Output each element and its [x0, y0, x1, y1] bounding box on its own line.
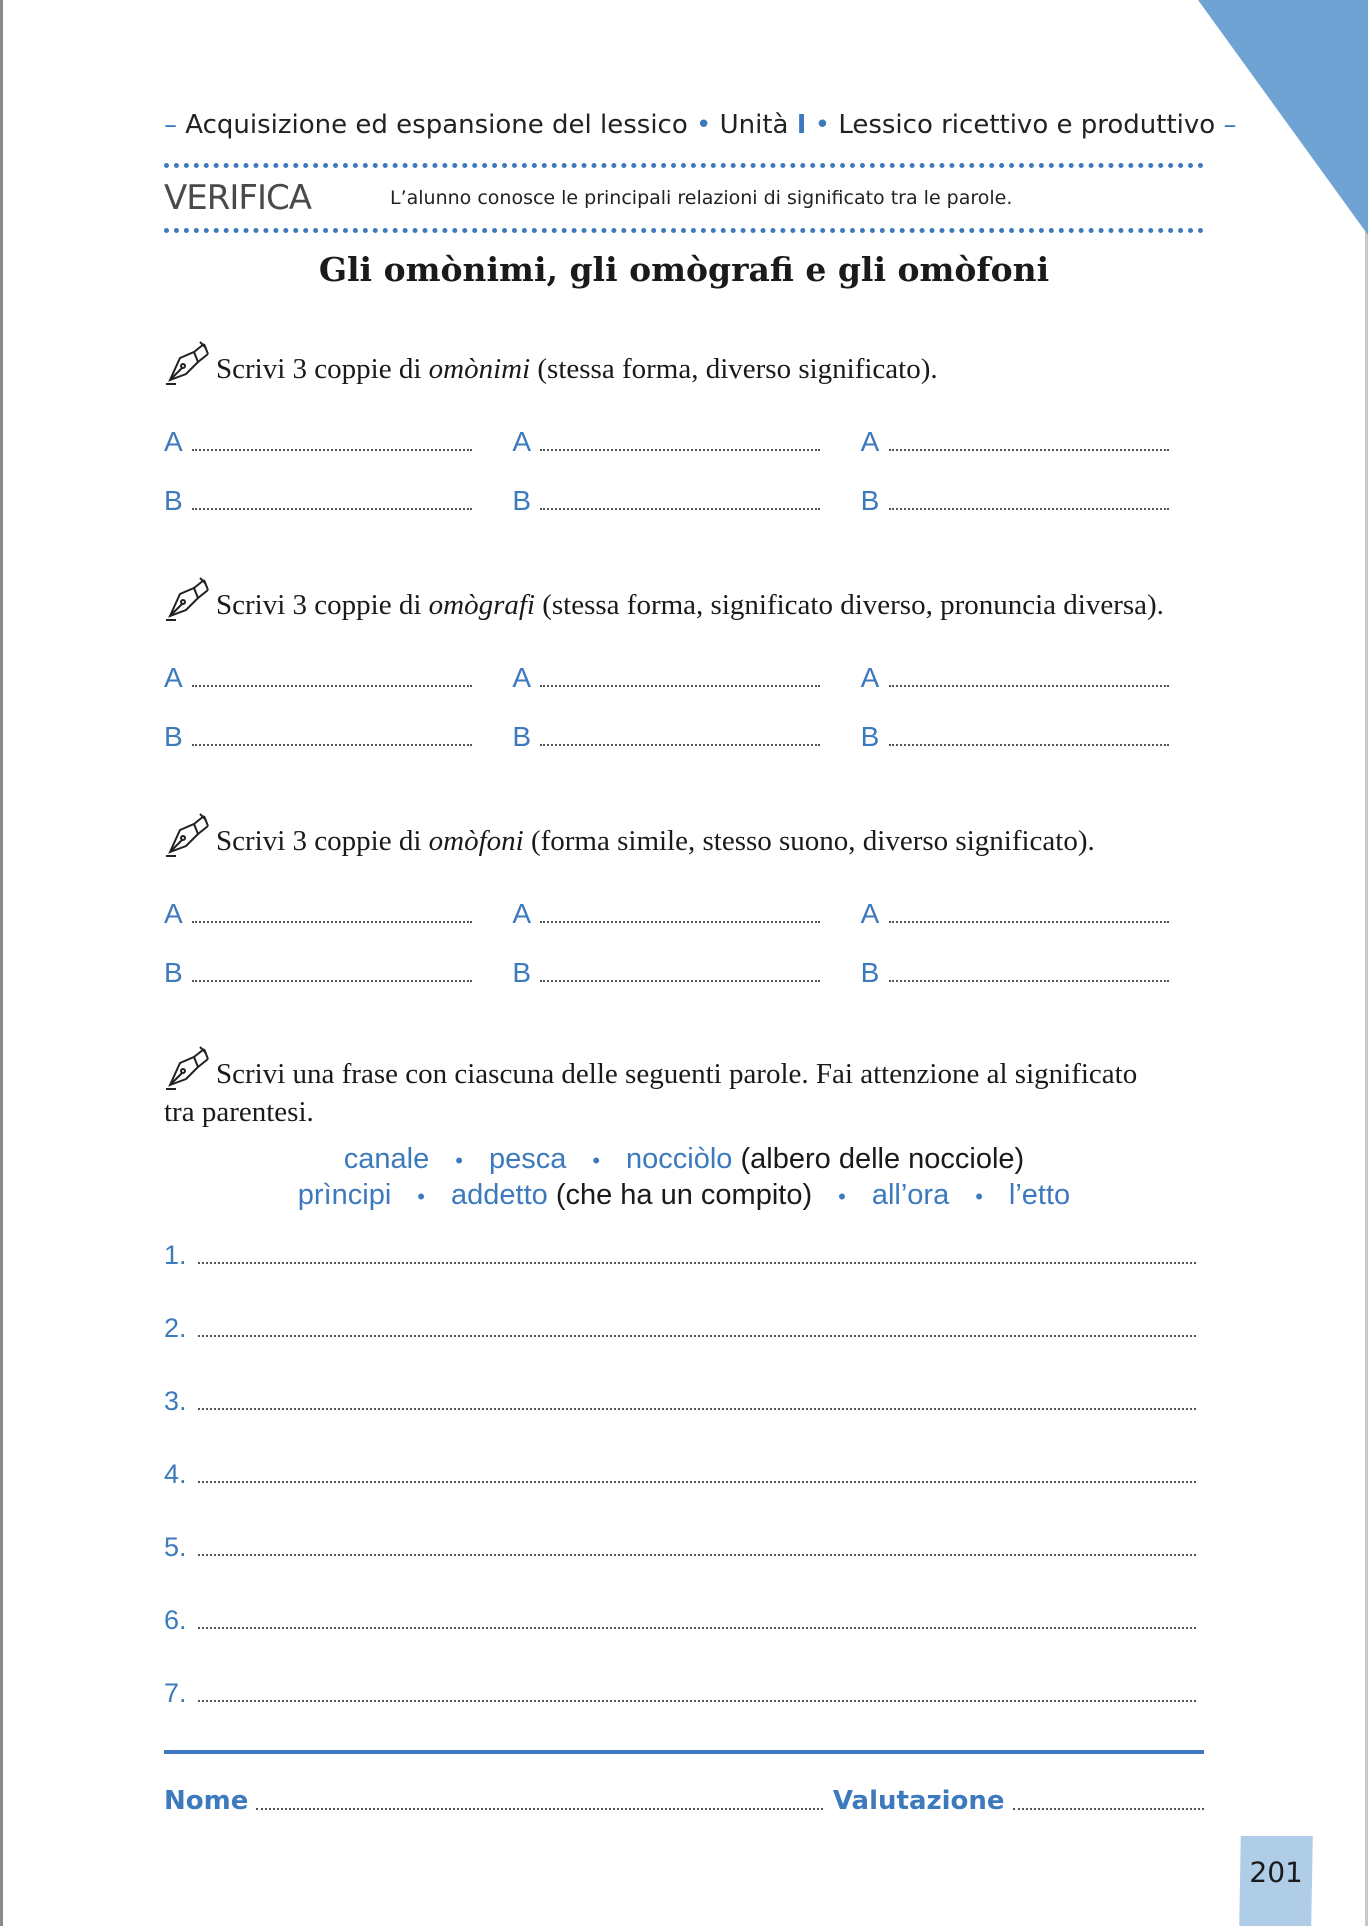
answer-line[interactable] [198, 1700, 1196, 1702]
exercise-omonimi [164, 350, 1209, 516]
dotted-divider-bottom [164, 228, 1204, 233]
page-number: 201 [1249, 1856, 1304, 1889]
name-label: Nome [164, 1786, 249, 1816]
pair-row-b [164, 693, 1209, 752]
pair-letter-a: A [860, 426, 880, 457]
sentence-line: 7. [164, 1635, 1204, 1708]
pair-letter-a: A [164, 662, 183, 693]
footer [164, 1786, 1204, 1816]
answer-line[interactable] [192, 979, 472, 982]
exercise-prompt: Scrivi 3 coppie di omònimi (stessa forma, diverso significato). [164, 350, 1209, 388]
pair-letter-b: B [860, 957, 880, 988]
fountain-pen-icon [164, 576, 212, 622]
answer-line[interactable] [198, 1554, 1196, 1556]
pair-row-b [164, 457, 1209, 516]
exercise-omografi [164, 586, 1209, 752]
pair-row-a [164, 870, 1209, 929]
answer-line[interactable] [198, 1481, 1196, 1483]
word-pesca: pesca [488, 1143, 567, 1175]
word-allora: all’ora [871, 1179, 950, 1211]
pair-letter-a: A [512, 898, 532, 929]
pair-row-b [164, 929, 1209, 988]
header-unit-label: Unità [719, 110, 789, 140]
word-principi: prìncipi [297, 1179, 392, 1211]
pair-row-a [164, 398, 1209, 457]
pair-grid [164, 634, 1209, 752]
pair-letter-a: A [164, 426, 183, 457]
word-note: (che ha un compito) [555, 1179, 813, 1211]
answer-line[interactable] [198, 1262, 1196, 1264]
verifica-label: VERIFICA [164, 178, 311, 218]
answer-line[interactable] [192, 743, 472, 746]
answer-line[interactable] [889, 684, 1169, 687]
answer-line[interactable] [889, 448, 1169, 451]
fountain-pen-icon [164, 812, 212, 858]
answer-line[interactable] [540, 979, 820, 982]
header-dash-right: – [1223, 110, 1237, 140]
answer-line[interactable] [198, 1408, 1196, 1410]
pair-letter-b: B [164, 721, 183, 752]
header-unit-number: I [796, 110, 807, 140]
header-dash-left: – [164, 110, 177, 140]
pair-letter-b: B [164, 957, 183, 988]
pair-letter-b: B [512, 721, 532, 752]
answer-line[interactable] [889, 979, 1169, 982]
answer-line[interactable] [540, 507, 820, 510]
sentence-line: 3. [164, 1343, 1204, 1416]
answer-line[interactable] [198, 1335, 1196, 1337]
word-list-line-2: prìncipi • addetto (che ha un compito) • all’ora • l’etto [297, 1179, 1071, 1211]
answer-line[interactable] [192, 448, 472, 451]
pair-letter-b: B [512, 957, 532, 988]
answer-line[interactable] [889, 743, 1169, 746]
header-topic: Lessico ricettivo e produttivo [838, 110, 1216, 140]
sentence-line: 5. [164, 1489, 1204, 1562]
word-canale: canale [343, 1143, 430, 1175]
answer-line[interactable] [192, 920, 472, 923]
answer-line[interactable] [192, 507, 472, 510]
pair-letter-b: B [512, 485, 532, 516]
pair-letter-b: B [860, 721, 880, 752]
pair-letter-b: B [860, 485, 880, 516]
header-section: Acquisizione ed espansione del lessico [185, 110, 688, 140]
pair-row-a [164, 634, 1209, 693]
exercise-prompt: Scrivi 3 coppie di omòfoni (forma simile, stesso suono, diverso significato). [164, 822, 1209, 860]
pair-letter-a: A [860, 662, 880, 693]
sentence-lines [164, 1240, 1204, 1708]
word-nocciolo: nocciòlo [626, 1143, 733, 1175]
answer-line[interactable] [192, 684, 472, 687]
answer-line[interactable] [540, 448, 820, 451]
grade-field[interactable] [1013, 1807, 1204, 1810]
header-dot: • [814, 110, 831, 140]
sentence-line: 6. [164, 1562, 1204, 1635]
exercise-prompt-continued: tra parentesi. [164, 1096, 314, 1128]
answer-line[interactable] [198, 1627, 1196, 1629]
dotted-divider-top [164, 163, 1204, 168]
page-title: Gli omònimi, gli omògrafi e gli omòfoni [318, 250, 1050, 289]
word-letto: l’etto [1008, 1179, 1071, 1211]
exercise-omofoni [164, 822, 1209, 988]
pair-letter-a: A [164, 898, 183, 929]
learning-objective: L’alunno conosce le principali relazioni di significato tra le parole. [390, 187, 1013, 209]
pair-letter-a: A [512, 426, 532, 457]
pair-letter-a: A [512, 662, 532, 693]
answer-line[interactable] [540, 920, 820, 923]
answer-line[interactable] [889, 920, 1169, 923]
pair-grid [164, 870, 1209, 988]
footer-divider [164, 1750, 1204, 1754]
fountain-pen-icon [164, 1045, 212, 1091]
fountain-pen-icon [164, 340, 212, 386]
sentence-line: 2. [164, 1270, 1204, 1343]
word-note: (albero delle nocciole) [740, 1143, 1025, 1175]
running-header [164, 110, 1237, 140]
pair-letter-a: A [860, 898, 880, 929]
exercise-frasi [164, 1055, 1209, 1131]
word-addetto: addetto [451, 1179, 548, 1211]
exercise-prompt: Scrivi 3 coppie di omògrafi (stessa forma, significato diverso, pronuncia diversa). [164, 586, 1209, 624]
pair-grid [164, 398, 1209, 516]
word-list-line-1: canale • pesca • nocciòlo (albero delle nocciole) [343, 1143, 1025, 1175]
name-field[interactable] [256, 1807, 823, 1810]
answer-line[interactable] [889, 507, 1169, 510]
sentence-line: 4. [164, 1416, 1204, 1489]
grade-label: Valutazione [832, 1786, 1005, 1816]
page-edge-left [0, 0, 3, 1926]
page-number-tab [1239, 1836, 1313, 1926]
pair-letter-b: B [164, 485, 183, 516]
answer-line[interactable] [540, 684, 820, 687]
answer-line[interactable] [540, 743, 820, 746]
header-dot: • [696, 110, 712, 140]
sentence-line: 1. [164, 1240, 1204, 1270]
exercise-prompt: Scrivi una frase con ciascuna delle seguenti parole. Fai attenzione al significato [164, 1055, 1209, 1093]
